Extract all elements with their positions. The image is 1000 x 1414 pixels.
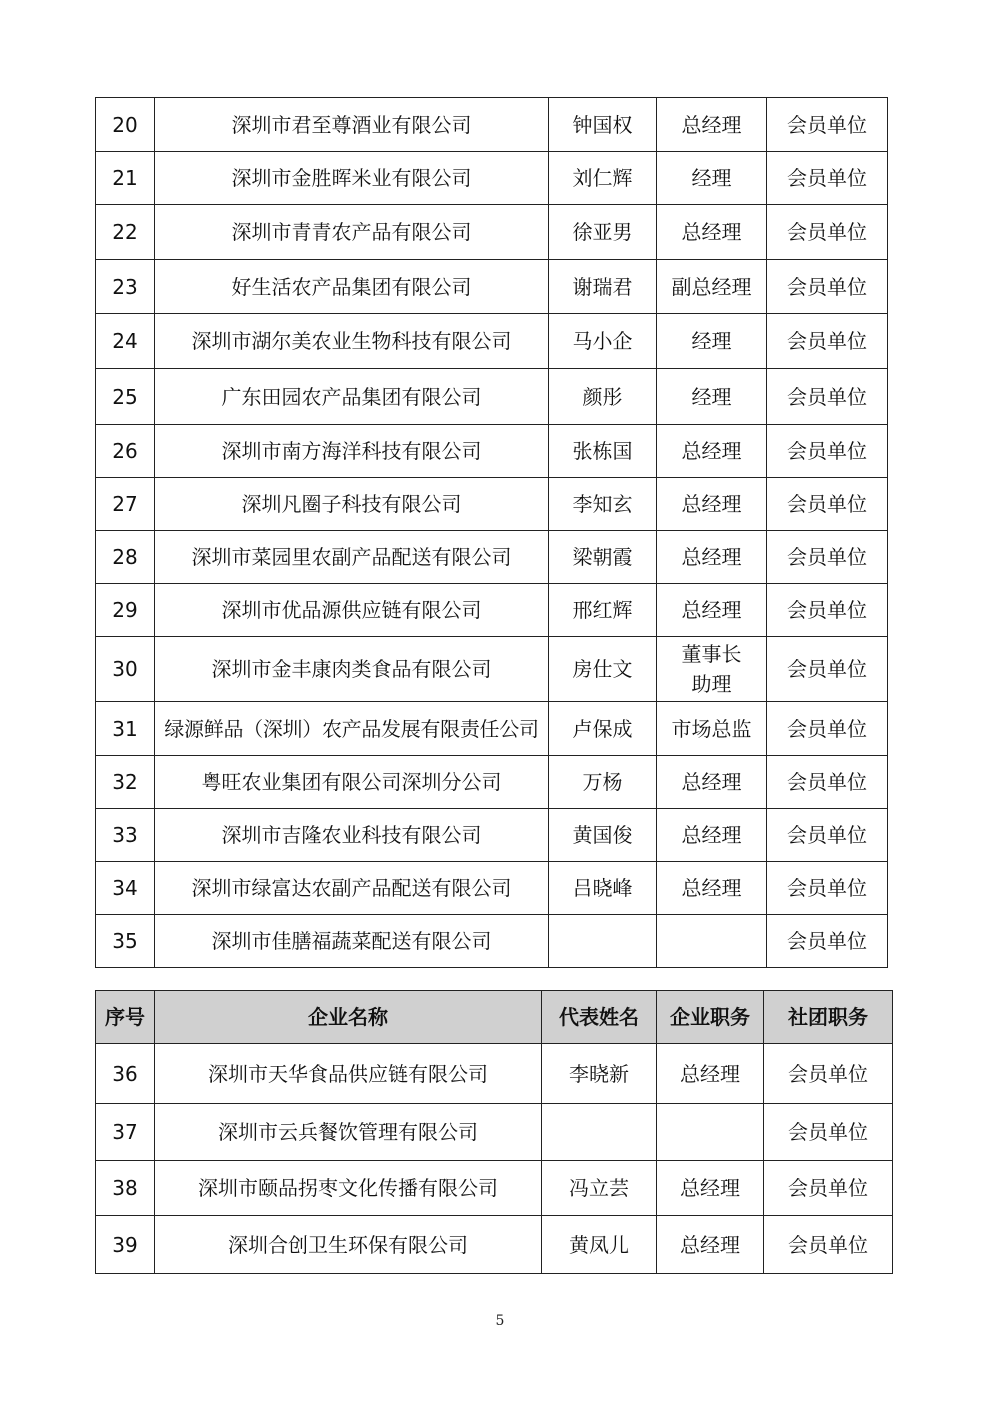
association-role: 会员单位 (767, 369, 888, 425)
company-position: 总经理 (657, 1044, 764, 1104)
association-role: 会员单位 (767, 260, 888, 314)
company-position: 总经理 (657, 98, 767, 152)
company-name: 深圳市吉隆农业科技有限公司 (155, 809, 549, 862)
company-name: 深圳市佳膳福蔬菜配送有限公司 (155, 915, 549, 968)
association-role: 会员单位 (767, 205, 888, 260)
company-position: 总经理 (657, 584, 767, 637)
company-position: 总经理 (657, 531, 767, 584)
table-row (96, 915, 888, 968)
representative-name: 李知玄 (549, 478, 657, 531)
representative-name: 刘仁辉 (549, 152, 657, 205)
association-role: 会员单位 (764, 1044, 893, 1104)
company-name: 深圳合创卫生环保有限公司 (155, 1216, 542, 1274)
header-company-name: 企业名称 (155, 991, 542, 1044)
company-name: 深圳市金丰康肉类食品有限公司 (155, 637, 549, 702)
row-number: 26 (96, 425, 155, 478)
association-role: 会员单位 (767, 756, 888, 809)
company-name: 深圳凡圈子科技有限公司 (155, 478, 549, 531)
company-name: 深圳市君至尊酒业有限公司 (155, 98, 549, 152)
association-role: 会员单位 (767, 531, 888, 584)
table-row (96, 756, 888, 809)
company-name: 深圳市颐品拐枣文化传播有限公司 (155, 1161, 542, 1216)
company-position: 市场总监 (657, 702, 767, 756)
company-name: 好生活农产品集团有限公司 (155, 260, 549, 314)
representative-name: 万杨 (549, 756, 657, 809)
row-number: 35 (96, 915, 155, 968)
association-role: 会员单位 (764, 1216, 893, 1274)
association-role: 会员单位 (767, 314, 888, 369)
table-row (96, 862, 888, 915)
company-position: 经理 (657, 152, 767, 205)
header-association-role: 社团职务 (764, 991, 893, 1044)
representative-name: 马小企 (549, 314, 657, 369)
row-number: 36 (96, 1044, 155, 1104)
company-position: 总经理 (657, 809, 767, 862)
company-position: 总经理 (657, 425, 767, 478)
association-role: 会员单位 (767, 862, 888, 915)
representative-name: 邢红辉 (549, 584, 657, 637)
table-row (96, 260, 888, 314)
company-position (657, 1104, 764, 1161)
table-row (96, 98, 888, 152)
representative-name: 张栋国 (549, 425, 657, 478)
company-position: 总经理 (657, 478, 767, 531)
representative-name: 黄国俊 (549, 809, 657, 862)
association-role: 会员单位 (767, 425, 888, 478)
company-name: 深圳市南方海洋科技有限公司 (155, 425, 549, 478)
company-position: 副总经理 (657, 260, 767, 314)
association-role: 会员单位 (767, 702, 888, 756)
representative-name: 吕晓峰 (549, 862, 657, 915)
representative-name: 卢保成 (549, 702, 657, 756)
member-table (95, 990, 893, 1274)
row-number: 32 (96, 756, 155, 809)
representative-name: 李晓新 (542, 1044, 657, 1104)
representative-name: 颜彤 (549, 369, 657, 425)
table-row (96, 152, 888, 205)
table-row (96, 425, 888, 478)
row-number: 24 (96, 314, 155, 369)
company-position: 总经理 (657, 205, 767, 260)
company-name: 粤旺农业集团有限公司深圳分公司 (155, 756, 549, 809)
representative-name: 黄凤儿 (542, 1216, 657, 1274)
representative-name (542, 1104, 657, 1161)
association-role: 会员单位 (767, 478, 888, 531)
table-row (96, 584, 888, 637)
company-name: 深圳市天华食品供应链有限公司 (155, 1044, 542, 1104)
company-name: 深圳市湖尔美农业生物科技有限公司 (155, 314, 549, 369)
row-number: 39 (96, 1216, 155, 1274)
association-role: 会员单位 (764, 1161, 893, 1216)
company-position: 经理 (657, 314, 767, 369)
company-name: 深圳市金胜晖米业有限公司 (155, 152, 549, 205)
representative-name: 徐亚男 (549, 205, 657, 260)
representative-name (549, 915, 657, 968)
table-row (96, 637, 888, 702)
association-role: 会员单位 (767, 98, 888, 152)
row-number: 33 (96, 809, 155, 862)
table-row (96, 809, 888, 862)
row-number: 27 (96, 478, 155, 531)
representative-name: 钟国权 (549, 98, 657, 152)
table-row (96, 1044, 893, 1104)
row-number: 37 (96, 1104, 155, 1161)
company-position: 经理 (657, 369, 767, 425)
row-number: 31 (96, 702, 155, 756)
row-number: 20 (96, 98, 155, 152)
table-row (96, 478, 888, 531)
company-name: 深圳市菜园里农副产品配送有限公司 (155, 531, 549, 584)
row-number: 23 (96, 260, 155, 314)
representative-name: 谢瑞君 (549, 260, 657, 314)
row-number: 22 (96, 205, 155, 260)
company-name: 广东田园农产品集团有限公司 (155, 369, 549, 425)
table-row (96, 1216, 893, 1274)
company-name: 深圳市优品源供应链有限公司 (155, 584, 549, 637)
table-row (96, 702, 888, 756)
row-number: 21 (96, 152, 155, 205)
row-number: 34 (96, 862, 155, 915)
header-company-position: 企业职务 (657, 991, 764, 1044)
company-position: 总经理 (657, 1216, 764, 1274)
company-position: 总经理 (657, 1161, 764, 1216)
company-position (657, 915, 767, 968)
table-row (96, 531, 888, 584)
header-representative-name: 代表姓名 (542, 991, 657, 1044)
company-position: 董事长助理 (657, 637, 767, 702)
row-number: 25 (96, 369, 155, 425)
row-number: 28 (96, 531, 155, 584)
table-row (96, 369, 888, 425)
table-row (96, 314, 888, 369)
row-number: 30 (96, 637, 155, 702)
association-role: 会员单位 (767, 637, 888, 702)
table-header-row (96, 991, 893, 1044)
association-role: 会员单位 (767, 584, 888, 637)
table-row (96, 205, 888, 260)
company-position: 总经理 (657, 756, 767, 809)
company-name: 深圳市绿富达农副产品配送有限公司 (155, 862, 549, 915)
company-name: 深圳市云兵餐饮管理有限公司 (155, 1104, 542, 1161)
association-role: 会员单位 (767, 809, 888, 862)
company-name: 绿源鲜品（深圳）农产品发展有限责任公司 (155, 702, 549, 756)
company-name: 深圳市青青农产品有限公司 (155, 205, 549, 260)
representative-name: 冯立芸 (542, 1161, 657, 1216)
association-role: 会员单位 (767, 152, 888, 205)
row-number: 29 (96, 584, 155, 637)
association-role: 会员单位 (764, 1104, 893, 1161)
member-table-continued (95, 97, 888, 968)
representative-name: 梁朝霞 (549, 531, 657, 584)
representative-name: 房仕文 (549, 637, 657, 702)
table-row (96, 1161, 893, 1216)
company-position: 总经理 (657, 862, 767, 915)
table-row (96, 1104, 893, 1161)
association-role: 会员单位 (767, 915, 888, 968)
page-number: 5 (495, 1313, 505, 1329)
header-number: 序号 (96, 991, 155, 1044)
row-number: 38 (96, 1161, 155, 1216)
